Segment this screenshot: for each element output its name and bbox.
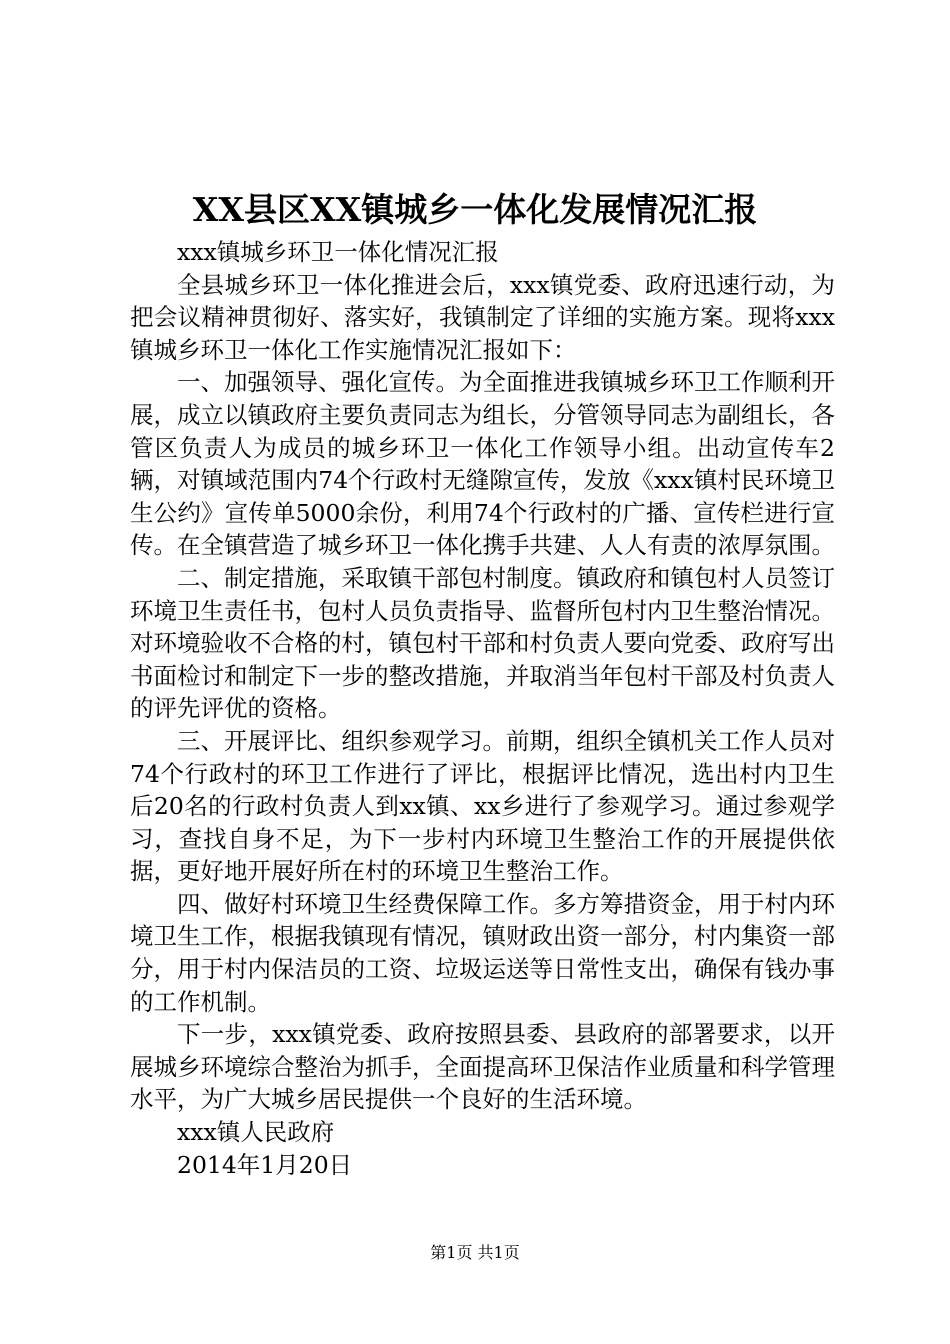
document-title: XX县区XX镇城乡一体化发展情况汇报 — [192, 190, 758, 229]
paragraph-section-1: 一、加强领导、强化宣传。为全面推进我镇城乡环卫工作顺利开展，成立以镇政府主要负责同志为组长，分管领导同志为副组长，各管区负责人为成员的城乡环卫一体化工作领导小组。出动宣传车2辆，对镇域范围内74个行政村无缝隙宣传，发放《xxx镇村民环境卫生公约》宣传单5000余份，利用74个行政村的广播、宣传栏进行宣传。在全镇营造了城乡环卫一体化携手共建、人人有责的浓厚氛围。 — [130, 368, 835, 560]
page-number: 第1页 共1页 — [430, 1243, 520, 1262]
paragraph-intro: 全县城乡环卫一体化推进会后，xxx镇党委、政府迅速行动，为把会议精神贯彻好、落实好，我镇制定了详细的实施方案。现将xxx镇城乡环卫一体化工作实施情况汇报如下： — [130, 270, 835, 364]
document-subtitle: xxx镇城乡环卫一体化情况汇报 — [177, 238, 499, 266]
paragraph-next-steps: 下一步，xxx镇党委、政府按照县委、县政府的部署要求，以开展城乡环境综合整治为抓手，全面提高环卫保洁作业质量和科学管理水平，为广大城乡居民提供一个良好的生活环境。 — [130, 1020, 835, 1114]
signature: xxx镇人民政府 — [177, 1118, 335, 1147]
document-date: 2014年1月20日 — [177, 1150, 353, 1179]
paragraph-section-2: 二、制定措施，采取镇干部包村制度。镇政府和镇包村人员签订环境卫生责任书，包村人员负责指导、监督所包村内卫生整治情况。对环境验收不合格的村，镇包村干部和村负责人要向党委、政府写出书面检讨和制定下一步的整改措施，并取消当年包村干部及村负责人的评先评优的资格。 — [130, 563, 835, 723]
document-body — [130, 236, 835, 1181]
paragraph-section-4: 四、做好村环境卫生经费保障工作。多方筹措资金，用于村内环境卫生工作，根据我镇现有情况，镇财政出资一部分，村内集资一部分，用于村内保洁员的工资、垃圾运送等日常性支出，确保有钱办事的工作机制。 — [130, 889, 835, 1016]
paragraph-section-3: 三、开展评比、组织参观学习。前期，组织全镇机关工作人员对74个行政村的环卫工作进行了评比，根据评比情况，选出村内卫生后20名的行政村负责人到xx镇、xx乡进行了参观学习。通过参观学习，查找自身不足，为下一步村内环境卫生整治工作的开展提供依据，更好地开展好所在村的环境卫生整治工作。 — [130, 726, 835, 886]
